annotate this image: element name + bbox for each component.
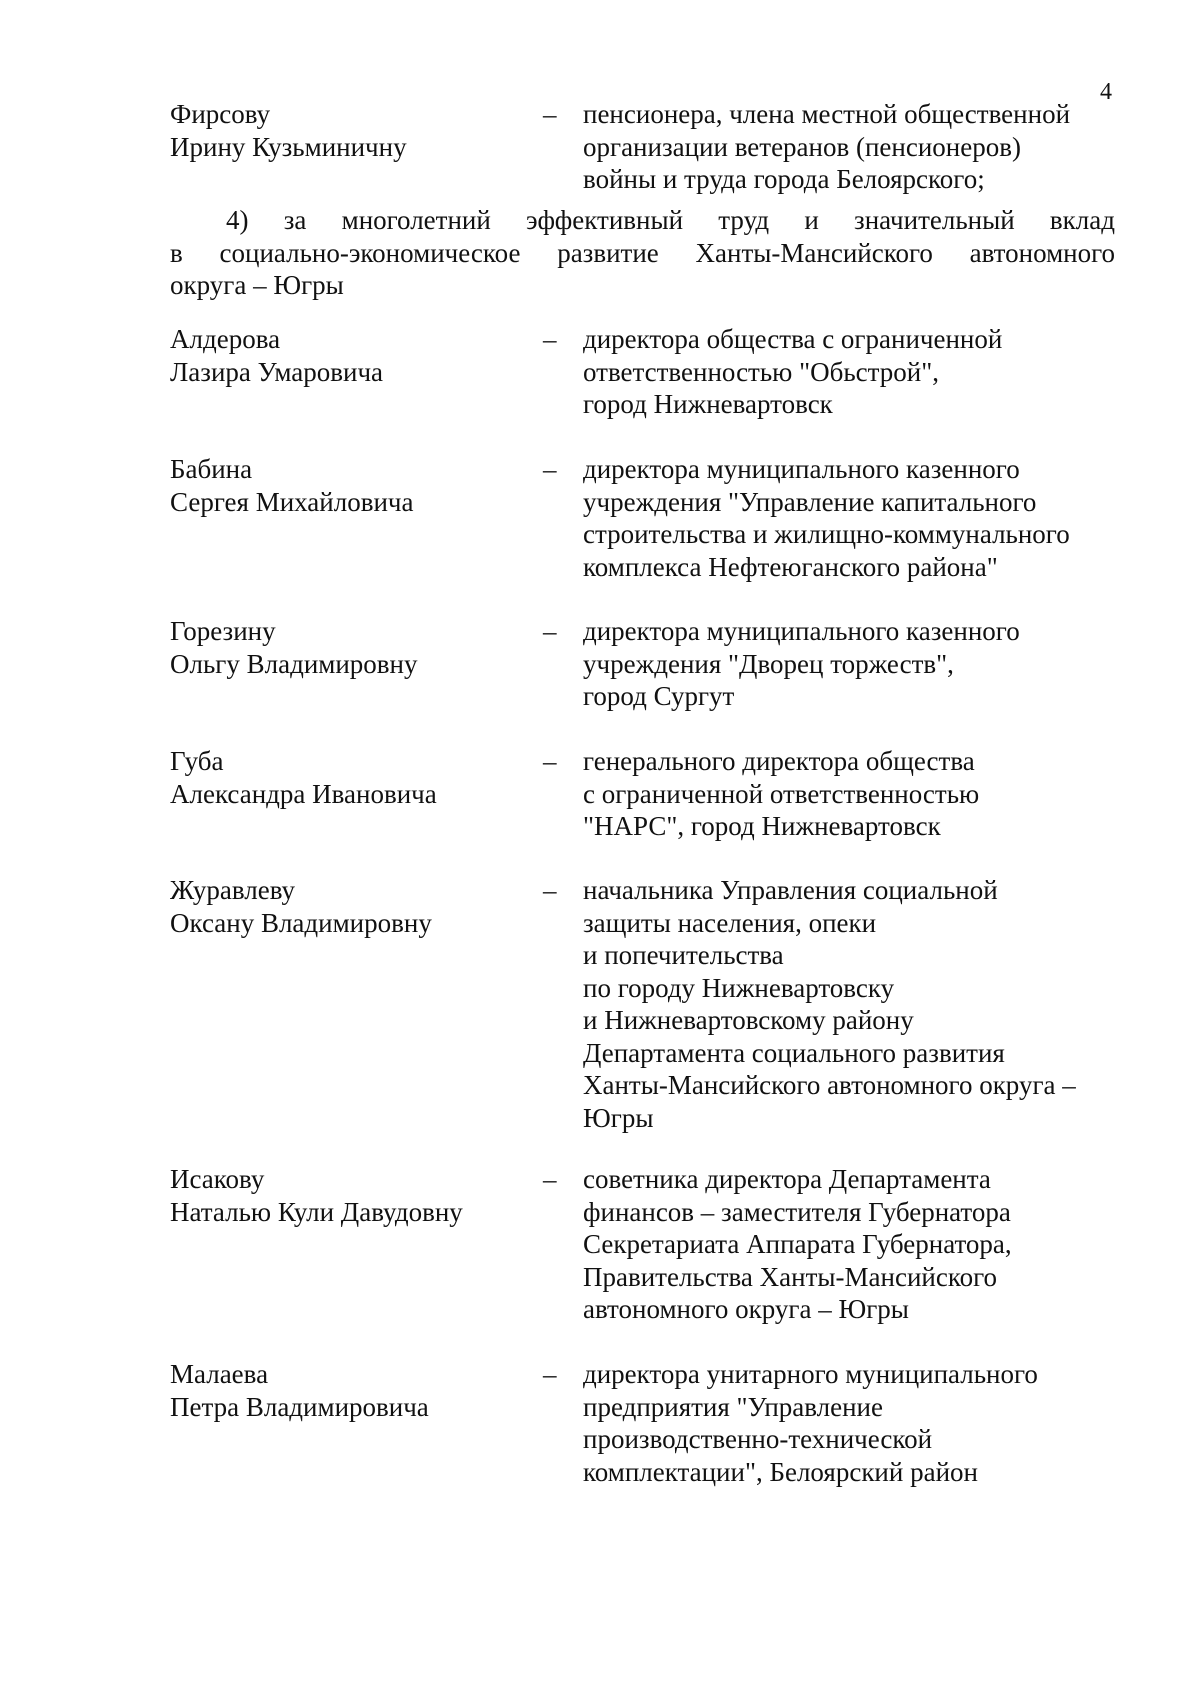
recipient-position xyxy=(583,1163,1123,1326)
position-line: по городу Нижневартовску xyxy=(583,972,895,1003)
position-line: город Нижневартовск xyxy=(583,389,833,419)
position-line: Секретариата Аппарата Губернатора, xyxy=(583,1229,1012,1259)
position-line: директора муниципального казенного xyxy=(583,454,1020,484)
section-heading-4 xyxy=(170,204,1115,302)
position-line: Департамента социального развития xyxy=(583,1037,1005,1068)
entry-dash: – xyxy=(543,746,557,776)
position-line: директора общества с ограниченной xyxy=(583,324,1003,354)
recipient-position xyxy=(583,745,1123,843)
position-line: и Нижневартовскому району xyxy=(583,1005,914,1035)
recipient-given-names: Ольгу Владимировну xyxy=(170,648,418,679)
position-line: производственно-технической xyxy=(583,1424,933,1454)
recipient-given-names: Ирину Кузьминичну xyxy=(170,131,407,162)
recipient-position xyxy=(583,453,1123,583)
recipient-name xyxy=(170,1358,530,1423)
recipient-name xyxy=(170,874,530,939)
recipient-name xyxy=(170,323,530,388)
position-line: советника директора Департамента xyxy=(583,1164,991,1194)
recipient-given-names: Александра Ивановича xyxy=(170,778,437,809)
position-line: учреждения "Управление капитального xyxy=(583,486,1037,517)
recipient-surname: Алдерова xyxy=(170,324,281,354)
entry-dash: – xyxy=(543,1359,557,1389)
position-line: Югры xyxy=(583,1102,654,1133)
position-line: Правительства Ханты-Мансийского xyxy=(583,1261,997,1292)
recipient-given-names: Оксану Владимировну xyxy=(170,907,432,938)
position-line: с ограниченной ответственностью xyxy=(583,778,980,809)
position-line: пенсионера, члена местной общественной xyxy=(583,99,1071,129)
recipient-surname: Горезину xyxy=(170,616,276,646)
position-line: строительства и жилищно-коммунального xyxy=(583,519,1070,549)
recipient-position xyxy=(583,1358,1123,1488)
entry-dash: – xyxy=(543,1164,557,1194)
recipient-name xyxy=(170,453,530,518)
position-line: защиты населения, опеки xyxy=(583,907,877,938)
recipient-name xyxy=(170,98,530,163)
recipient-surname: Исакову xyxy=(170,1164,265,1194)
position-line: предприятия "Управление xyxy=(583,1391,883,1422)
position-line: учреждения "Дворец торжеств", xyxy=(583,648,954,679)
recipient-given-names: Лазира Умаровича xyxy=(170,356,384,387)
entry-dash: – xyxy=(543,454,557,484)
recipient-name xyxy=(170,615,530,680)
recipient-surname: Малаева xyxy=(170,1359,269,1389)
recipient-name xyxy=(170,745,530,810)
recipient-position xyxy=(583,615,1123,713)
recipient-position xyxy=(583,98,1123,196)
position-line: комплекса Нефтеюганского района" xyxy=(583,551,998,582)
recipient-surname: Журавлеву xyxy=(170,875,296,905)
position-line: автономного округа – Югры xyxy=(583,1294,909,1324)
position-line: директора муниципального казенного xyxy=(583,616,1020,646)
entry-dash: – xyxy=(543,324,557,354)
entry-dash: – xyxy=(543,616,557,646)
recipient-position xyxy=(583,874,1123,1134)
position-line: ответственностью "Обьстрой", xyxy=(583,356,939,387)
section-heading-line: в социально-экономическое развитие Ханты-Мансийского автономного xyxy=(170,237,1115,268)
position-line: финансов – заместителя Губернатора xyxy=(583,1196,1011,1227)
recipient-surname: Бабина xyxy=(170,454,253,484)
recipient-given-names: Петра Владимировича xyxy=(170,1391,429,1422)
position-line: Ханты-Мансийского автономного округа – xyxy=(583,1070,1076,1100)
recipient-name xyxy=(170,1163,530,1228)
recipient-surname: Губа xyxy=(170,746,224,776)
recipient-surname: Фирсову xyxy=(170,99,271,129)
position-line: город Сургут xyxy=(583,681,735,711)
section-heading-line: округа – Югры xyxy=(170,270,344,300)
position-line: генерального директора общества xyxy=(583,746,975,776)
position-line: "НАРС", город Нижневартовск xyxy=(583,811,941,841)
page-number: 4 xyxy=(1100,79,1112,105)
recipient-given-names: Наталью Кули Давудовну xyxy=(170,1196,463,1227)
position-line: начальника Управления социальной xyxy=(583,875,998,905)
recipient-given-names: Сергея Михайловича xyxy=(170,486,414,517)
position-line: и попечительства xyxy=(583,940,784,970)
recipient-position xyxy=(583,323,1123,421)
entry-dash: – xyxy=(543,875,557,905)
entry-dash: – xyxy=(543,99,557,129)
position-line: войны и труда города Белоярского; xyxy=(583,164,985,194)
position-line: комплектации", Белоярский район xyxy=(583,1456,978,1487)
position-line: организации ветеранов (пенсионеров) xyxy=(583,131,1021,162)
section-heading-line: 4) за многолетний эффективный труд и значительный вклад xyxy=(226,205,1115,235)
position-line: директора унитарного муниципального xyxy=(583,1359,1038,1389)
